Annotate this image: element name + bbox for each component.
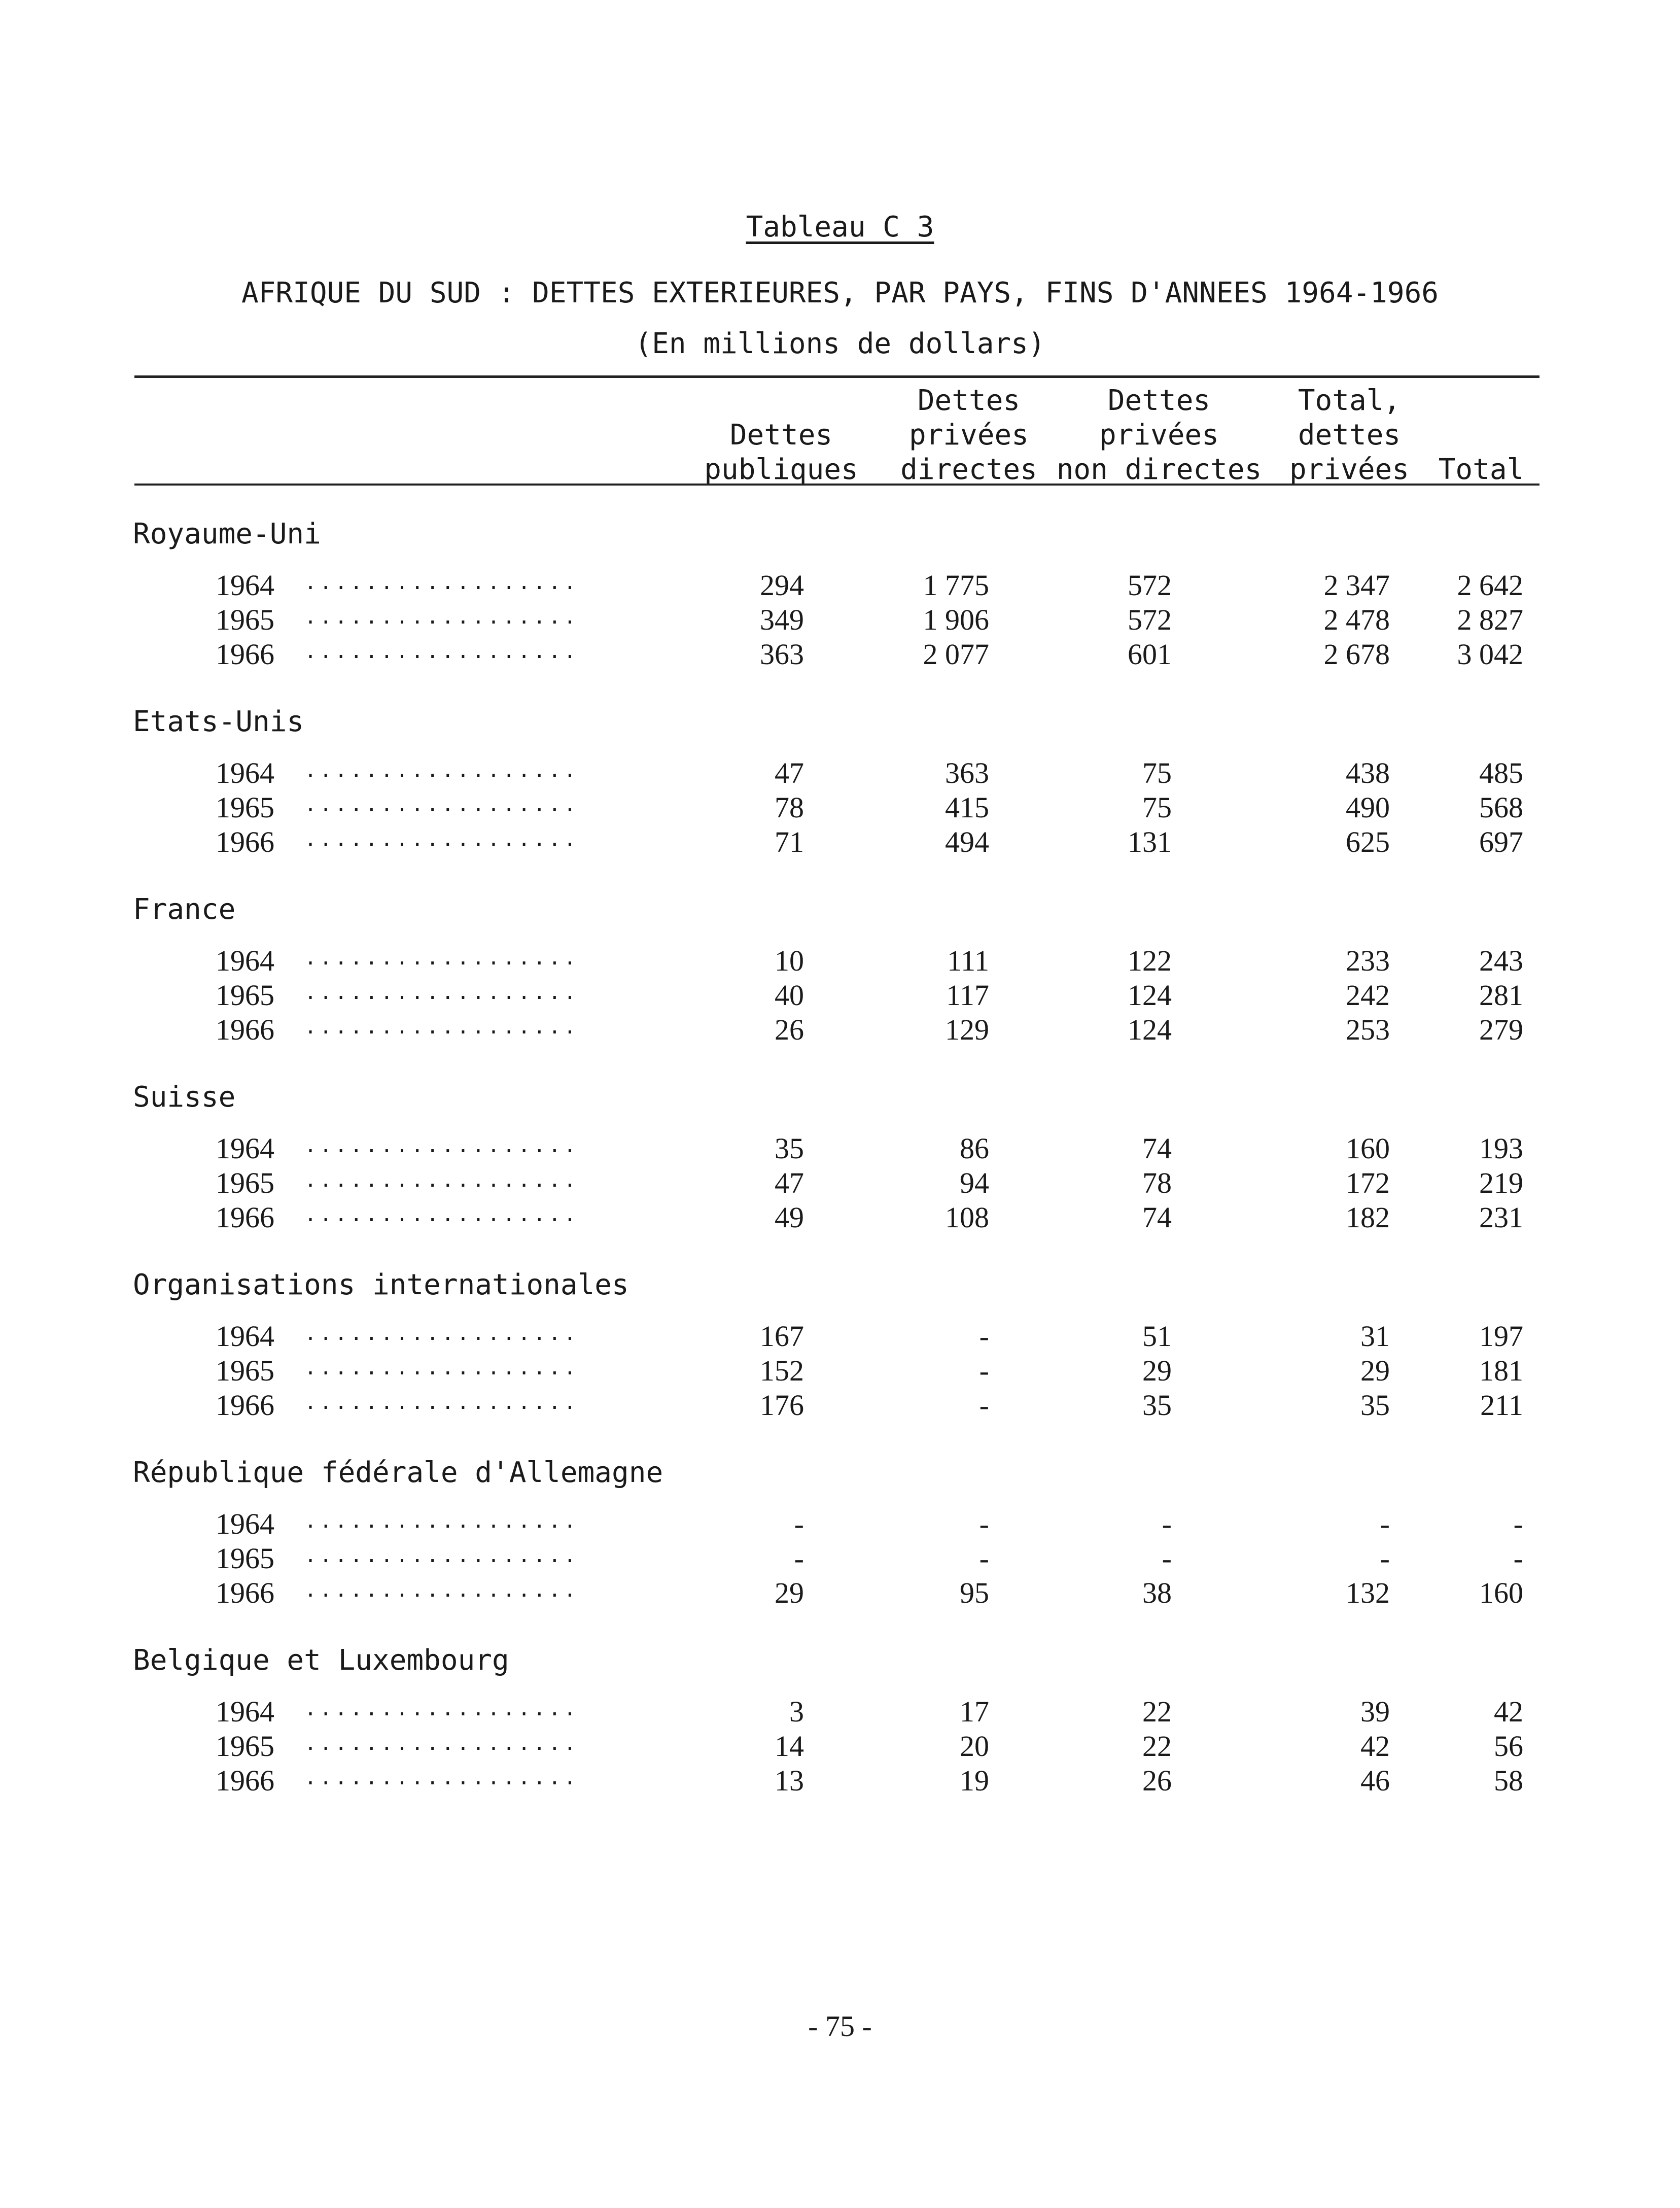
row-year: 1966: [216, 1201, 274, 1234]
row-year: 1964: [216, 1132, 274, 1165]
table-row: [0, 790, 1680, 826]
table-row: [0, 1576, 1680, 1611]
col-header-privees-directes: Dettes privées directes: [900, 384, 1037, 486]
value-cell-publiques: 3: [789, 1695, 804, 1728]
leader-dots: ··················: [304, 1174, 579, 1197]
section-heading: Suisse: [133, 1081, 236, 1114]
value-cell-non-directes: 78: [1142, 1166, 1172, 1199]
leader-dots: ··················: [304, 1140, 579, 1163]
value-cell-total-privees: 31: [1360, 1320, 1390, 1353]
value-cell-total: 3 042: [1457, 638, 1523, 671]
table-row: [0, 825, 1680, 860]
row-year: 1966: [216, 1764, 274, 1797]
value-cell-non-directes: -: [1162, 1507, 1172, 1540]
table-title: AFRIQUE DU SUD : DETTES EXTERIEURES, PAR PAYS, FINS D'ANNEES 1964-1966: [241, 277, 1439, 309]
row-year: 1966: [216, 825, 274, 858]
table-row: [0, 1013, 1680, 1048]
table-row: [0, 1319, 1680, 1355]
row-year: 1965: [216, 1730, 274, 1763]
table-subtitle: (En millions de dollars): [635, 327, 1045, 360]
value-cell-directes: 86: [960, 1132, 989, 1165]
value-cell-directes: 108: [945, 1201, 989, 1234]
value-cell-total-privees: 2 347: [1323, 569, 1390, 602]
page-number: - 75 -: [808, 2010, 872, 2043]
value-cell-total: -: [1513, 1507, 1523, 1540]
value-cell-publiques: 40: [775, 979, 804, 1012]
row-year: 1964: [216, 1695, 274, 1728]
leader-dots: ··················: [304, 1362, 579, 1385]
value-cell-total: 160: [1479, 1576, 1523, 1609]
row-year: 1964: [216, 1320, 274, 1353]
value-cell-publiques: 47: [775, 756, 804, 789]
row-year: 1966: [216, 638, 274, 671]
value-cell-directes: -: [979, 1507, 989, 1540]
table-row: [0, 1729, 1680, 1765]
value-cell-total: 281: [1479, 979, 1523, 1012]
value-cell-total: 181: [1479, 1354, 1523, 1387]
value-cell-total-privees: 233: [1346, 944, 1390, 977]
value-cell-non-directes: 26: [1142, 1764, 1172, 1797]
value-cell-publiques: 14: [775, 1730, 804, 1763]
value-cell-non-directes: 74: [1142, 1132, 1172, 1165]
value-cell-directes: 1 775: [923, 569, 989, 602]
value-cell-total-privees: 42: [1360, 1730, 1390, 1763]
table-row: [0, 1388, 1680, 1424]
section-heading: Etats-Unis: [133, 705, 304, 738]
value-cell-non-directes: 122: [1128, 944, 1172, 977]
value-cell-directes: 111: [947, 944, 989, 977]
value-cell-total: 568: [1479, 791, 1523, 824]
value-cell-directes: 1 906: [923, 603, 989, 636]
value-cell-total-privees: 625: [1346, 825, 1390, 858]
leader-dots: ··················: [304, 1209, 579, 1232]
value-cell-total-privees: 46: [1360, 1764, 1390, 1797]
row-year: 1966: [216, 1013, 274, 1046]
section-heading: Royaume-Uni: [133, 518, 321, 550]
row-year: 1966: [216, 1389, 274, 1422]
value-cell-non-directes: 51: [1142, 1320, 1172, 1353]
table-row: [0, 1200, 1680, 1236]
value-cell-total-privees: 160: [1346, 1132, 1390, 1165]
row-year: 1965: [216, 1542, 274, 1575]
value-cell-total: 231: [1479, 1201, 1523, 1234]
value-cell-publiques: 167: [760, 1320, 804, 1353]
value-cell-total-privees: 182: [1346, 1201, 1390, 1234]
value-cell-non-directes: 38: [1142, 1576, 1172, 1609]
leader-dots: ··················: [304, 1703, 579, 1726]
value-cell-directes: 117: [946, 979, 989, 1012]
value-cell-total: -: [1513, 1542, 1523, 1575]
value-cell-non-directes: 35: [1142, 1389, 1172, 1422]
value-cell-non-directes: 124: [1128, 1013, 1172, 1046]
value-cell-publiques: 71: [775, 825, 804, 858]
value-cell-total-privees: 172: [1346, 1166, 1390, 1199]
table-row: [0, 1507, 1680, 1542]
value-cell-total-privees: 253: [1346, 1013, 1390, 1046]
value-cell-total-privees: 35: [1360, 1389, 1390, 1422]
leader-dots: ··················: [304, 1327, 579, 1351]
col-header-total-privees: Total, dettes privées: [1289, 384, 1409, 486]
table-row: [0, 1131, 1680, 1167]
value-cell-total: 42: [1494, 1695, 1523, 1728]
value-cell-total-privees: -: [1380, 1507, 1390, 1540]
value-cell-publiques: 47: [775, 1166, 804, 1199]
table-row: [0, 568, 1680, 604]
value-cell-total: 2 827: [1457, 603, 1523, 636]
value-cell-non-directes: 572: [1128, 569, 1172, 602]
table-row: [0, 637, 1680, 673]
col-header-privees-non-directes: Dettes privées non directes: [1056, 384, 1262, 486]
value-cell-publiques: 49: [775, 1201, 804, 1234]
value-cell-directes: 95: [960, 1576, 989, 1609]
value-cell-directes: 17: [960, 1695, 989, 1728]
table-row: [0, 1764, 1680, 1799]
value-cell-non-directes: 29: [1142, 1354, 1172, 1387]
value-cell-non-directes: 131: [1128, 825, 1172, 858]
value-cell-total: 56: [1494, 1730, 1523, 1763]
leader-dots: ··················: [304, 1584, 579, 1607]
col-header-dettes-publiques: Dettes publiques: [704, 419, 858, 486]
value-cell-directes: 94: [960, 1166, 989, 1199]
table-row: [0, 1695, 1680, 1730]
value-cell-total: 58: [1494, 1764, 1523, 1797]
leader-dots: ··················: [304, 986, 579, 1010]
value-cell-directes: 19: [960, 1764, 989, 1797]
section-heading: Organisations internationales: [133, 1268, 629, 1301]
value-cell-directes: -: [979, 1542, 989, 1575]
table-row: [0, 1541, 1680, 1577]
value-cell-directes: 129: [945, 1013, 989, 1046]
value-cell-publiques: 26: [775, 1013, 804, 1046]
value-cell-total-privees: 438: [1346, 756, 1390, 789]
value-cell-total-privees: 2 478: [1323, 603, 1390, 636]
value-cell-total: 193: [1479, 1132, 1523, 1165]
table-label: Tableau C 3: [746, 211, 934, 244]
value-cell-total: 219: [1479, 1166, 1523, 1199]
table-row: [0, 756, 1680, 791]
table-row: [0, 978, 1680, 1014]
value-cell-non-directes: 74: [1142, 1201, 1172, 1234]
value-cell-directes: 20: [960, 1730, 989, 1763]
leader-dots: ··················: [304, 645, 579, 669]
row-year: 1965: [216, 979, 274, 1012]
value-cell-total: 197: [1479, 1320, 1523, 1353]
value-cell-non-directes: 601: [1128, 638, 1172, 671]
section-heading: République fédérale d'Allemagne: [133, 1456, 663, 1489]
table-row: [0, 944, 1680, 979]
value-cell-total: 2 642: [1457, 569, 1523, 602]
value-cell-non-directes: 75: [1142, 756, 1172, 789]
column-headers: [0, 375, 1680, 487]
leader-dots: ··················: [304, 1737, 579, 1761]
value-cell-publiques: 29: [775, 1576, 804, 1609]
value-cell-total-privees: 29: [1360, 1354, 1390, 1387]
section-heading: France: [133, 893, 236, 926]
row-year: 1964: [216, 944, 274, 977]
row-year: 1966: [216, 1576, 274, 1609]
row-year: 1964: [216, 756, 274, 789]
row-year: 1964: [216, 1507, 274, 1540]
leader-dots: ··················: [304, 611, 579, 634]
leader-dots: ··················: [304, 1021, 579, 1044]
value-cell-total-privees: 2 678: [1323, 638, 1390, 671]
leader-dots: ··················: [304, 764, 579, 787]
value-cell-directes: 2 077: [923, 638, 989, 671]
leader-dots: ··················: [304, 1515, 579, 1538]
value-cell-publiques: 363: [760, 638, 804, 671]
value-cell-non-directes: -: [1162, 1542, 1172, 1575]
value-cell-non-directes: 22: [1142, 1695, 1172, 1728]
table-row: [0, 603, 1680, 638]
row-year: 1965: [216, 1354, 274, 1387]
value-cell-publiques: 152: [760, 1354, 804, 1387]
value-cell-total-privees: -: [1380, 1542, 1390, 1575]
value-cell-publiques: 10: [775, 944, 804, 977]
value-cell-publiques: -: [794, 1542, 804, 1575]
value-cell-publiques: 13: [775, 1764, 804, 1797]
table-row: [0, 1166, 1680, 1201]
value-cell-publiques: 176: [760, 1389, 804, 1422]
col-header-total: Total: [1438, 453, 1524, 486]
section-heading: Belgique et Luxembourg: [133, 1644, 509, 1677]
value-cell-directes: 363: [945, 756, 989, 789]
value-cell-non-directes: 22: [1142, 1730, 1172, 1763]
value-cell-directes: -: [979, 1354, 989, 1387]
value-cell-total-privees: 242: [1346, 979, 1390, 1012]
leader-dots: ··················: [304, 1772, 579, 1795]
value-cell-total-privees: 490: [1346, 791, 1390, 824]
leader-dots: ··················: [304, 952, 579, 975]
value-cell-directes: 494: [945, 825, 989, 858]
leader-dots: ··················: [304, 1549, 579, 1573]
row-year: 1964: [216, 569, 274, 602]
value-cell-non-directes: 572: [1128, 603, 1172, 636]
table-row: [0, 1354, 1680, 1389]
value-cell-non-directes: 75: [1142, 791, 1172, 824]
value-cell-total: 243: [1479, 944, 1523, 977]
value-cell-directes: 415: [945, 791, 989, 824]
value-cell-publiques: 294: [760, 569, 804, 602]
value-cell-directes: -: [979, 1320, 989, 1353]
value-cell-directes: -: [979, 1389, 989, 1422]
value-cell-total: 485: [1479, 756, 1523, 789]
leader-dots: ··················: [304, 833, 579, 856]
leader-dots: ··················: [304, 1396, 579, 1420]
row-year: 1965: [216, 1166, 274, 1199]
value-cell-publiques: 35: [775, 1132, 804, 1165]
value-cell-total: 279: [1479, 1013, 1523, 1046]
value-cell-total: 697: [1479, 825, 1523, 858]
value-cell-publiques: -: [794, 1507, 804, 1540]
value-cell-publiques: 78: [775, 791, 804, 824]
leader-dots: ··················: [304, 576, 579, 600]
value-cell-total-privees: 132: [1346, 1576, 1390, 1609]
value-cell-publiques: 349: [760, 603, 804, 636]
value-cell-total-privees: 39: [1360, 1695, 1390, 1728]
row-year: 1965: [216, 603, 274, 636]
header-rule: [134, 484, 1539, 486]
value-cell-total: 211: [1480, 1389, 1523, 1422]
value-cell-non-directes: 124: [1128, 979, 1172, 1012]
row-year: 1965: [216, 791, 274, 824]
leader-dots: ··················: [304, 799, 579, 822]
